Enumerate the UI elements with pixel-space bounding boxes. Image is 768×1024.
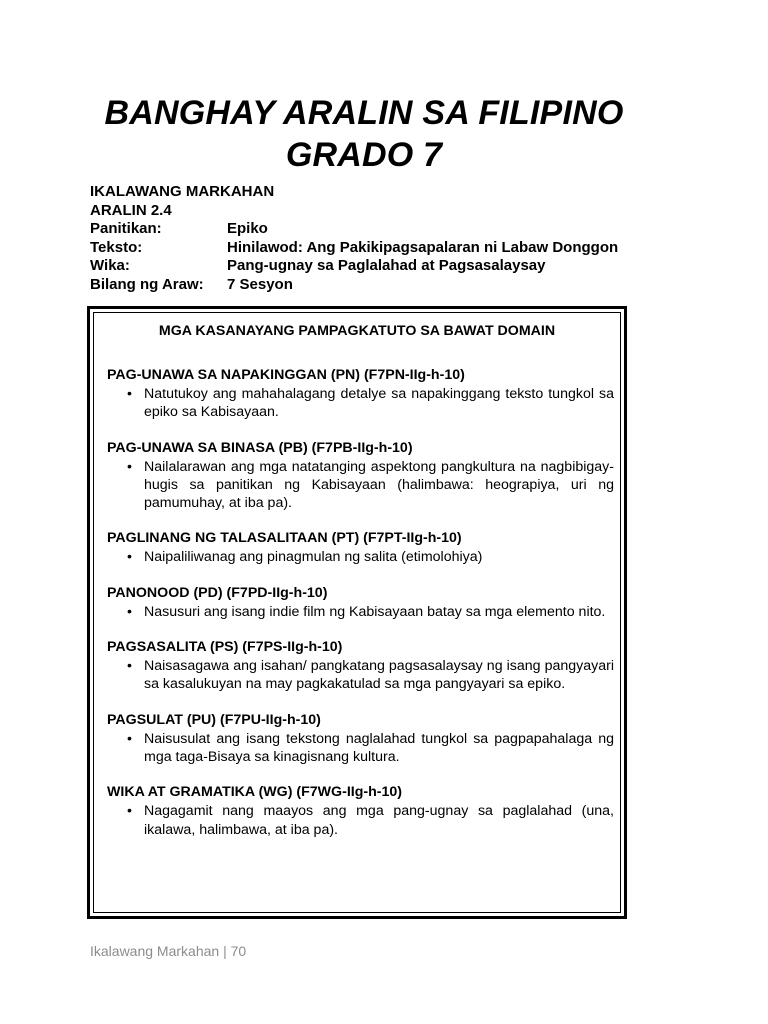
competency-bullet: • Naipaliliwanag ang pinagmulan ng salita (etimolohiya)	[107, 548, 614, 566]
page-footer: Ikalawang Markahan | 70	[90, 943, 247, 959]
box-title: MGA KASANAYANG PAMPAGKATUTO SA BAWAT DOMAIN	[158, 323, 556, 339]
domain-section	[107, 783, 614, 839]
competency-bullet: • Nasusuri ang isang indie film ng Kabisayaan batay sa mga elemento nito.	[107, 603, 614, 621]
info-value: Epiko	[227, 220, 268, 237]
info-key: Teksto:	[90, 238, 143, 256]
domain-section	[107, 584, 614, 621]
info-key: Panitikan:	[90, 220, 162, 237]
domain-heading: PAGSASALITA (PS) (F7PS-IIg-h-10)	[107, 639, 343, 656]
competency-bullet: • Natutukoy ang mahahalagang detalye sa napakinggang teksto tungkol sa epiko sa Kabisayaan.	[107, 385, 614, 422]
info-row-bilang-ng-araw	[90, 276, 650, 295]
domain-heading: PAG-UNAWA SA BINASA (PB) (F7PB-IIg-h-10)	[107, 439, 413, 456]
title-line-2: GRADO 7	[285, 136, 443, 174]
domain-heading: PAGSULAT (PU) (F7PU-IIg-h-10)	[107, 711, 321, 728]
competency-bullet: • Nagagamit nang maayos ang mga pang-ugnay sa paglalahad (una, ikalawa, halimbawa, at iba pa).	[107, 802, 614, 839]
info-row-wika	[90, 257, 650, 276]
competency-bullet: • Naisasagawa ang isahan/ pangkatang pagsasalaysay ng isang pangyayari sa kasalukuyan na may pagkakatulad sa mga pangyayari sa epiko.	[107, 657, 614, 694]
info-value: Hinilawod: Ang Pakikipagsapalaran ni Labaw Donggon	[227, 238, 619, 256]
title-line-1: BANGHAY ARALIN SA FILIPINO	[104, 94, 624, 132]
domain-section	[107, 439, 614, 513]
domain-heading: WIKA AT GRAMATIKA (WG) (F7WG-IIg-h-10)	[107, 784, 402, 801]
info-row-panitikan	[90, 220, 650, 239]
domain-heading: PANONOOD (PD) (F7PD-IIg-h-10)	[107, 584, 328, 601]
domain-section	[107, 366, 614, 422]
quarter-label: IKALAWANG MARKAHAN	[90, 183, 275, 200]
domain-section	[107, 529, 614, 566]
competency-bullet: • Nailalarawan ang mga natatanging aspektong pangkultura na nagbibigay-hugis sa panitikan ng Kabisayaan (halimbawa: heograpiya, uri ng pamumuhay, at iba pa).	[107, 458, 614, 513]
domain-heading: PAG-UNAWA SA NAPAKINGGAN (PN) (F7PN-IIg-h-10)	[107, 367, 465, 383]
lesson-label: ARALIN 2.4	[90, 201, 172, 219]
lesson-info	[90, 183, 650, 294]
domain-heading: PAGLINANG NG TALASALITAAN (PT) (F7PT-IIg-h-10)	[107, 530, 462, 547]
domain-section	[107, 711, 614, 767]
competencies-box-inner	[93, 312, 621, 913]
domain-list	[107, 366, 614, 856]
info-key: Wika:	[90, 257, 130, 274]
document-title	[0, 92, 728, 176]
info-row-teksto	[90, 239, 650, 258]
competency-bullet: • Naisusulat ang isang tekstong naglalahad tungkol sa pagpapahalaga ng mga taga-Bisaya sa kinagisnang kultura.	[107, 730, 614, 767]
competencies-box	[87, 306, 627, 919]
info-value: 7 Sesyon	[227, 275, 293, 293]
info-value: Pang-ugnay sa Paglalahad at Pagsasalaysay	[227, 257, 546, 274]
domain-section	[107, 638, 614, 694]
info-key: Bilang ng Araw:	[90, 275, 204, 293]
